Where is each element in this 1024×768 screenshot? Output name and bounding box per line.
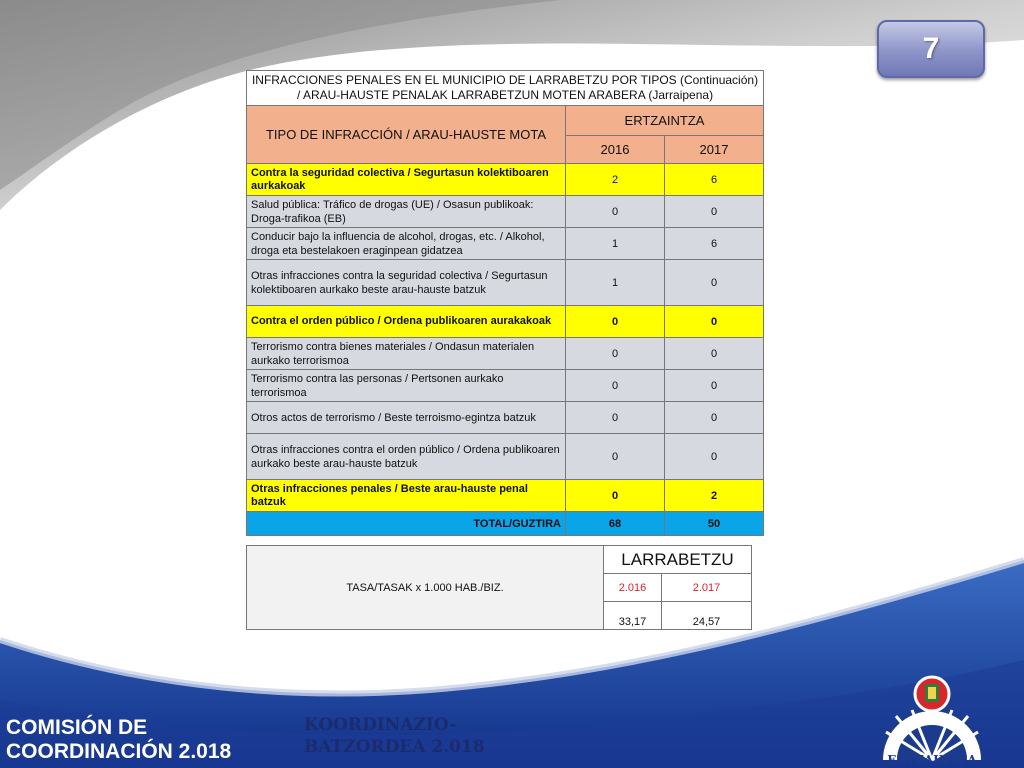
table-row: [247, 196, 764, 228]
row-value-2016: 1: [566, 228, 665, 260]
total-label: TOTAL/GUZTIRA: [247, 512, 566, 536]
row-label: Terrorismo contra las personas / Pertsonen aurkako terrorismoa: [247, 370, 566, 402]
row-label: Otras infracciones contra el orden público / Ordena publikoaren aurkako beste arau-hauste batzuk: [247, 434, 566, 480]
total-value-2017: 50: [665, 512, 764, 536]
table-title: INFRACCIONES PENALES EN EL MUNICIPIO DE LARRABETZU POR TIPOS (Continuación) / ARAU-HAUSTE PENALAK LARRABETZUN MOTEN ARABERA (Jarraipena): [247, 71, 764, 106]
row-value-2017: 0: [665, 434, 764, 480]
logo-text: ERTZAINTZA: [887, 753, 977, 767]
rate-place: LARRABETZU: [604, 546, 752, 574]
footer-basque: [304, 714, 485, 758]
footer-basque-line1: KOORDINAZIO-: [304, 715, 457, 735]
year-2016-header: 2016: [566, 136, 665, 164]
row-label: Conducir bajo la influencia de alcohol, drogas, etc. / Alkohol, droga eta bestelakoen eraginpean gidatzea: [247, 228, 566, 260]
rate-value-2016: 33,17: [604, 602, 662, 630]
row-value-2016: 0: [566, 434, 665, 480]
row-value-2016: 0: [566, 306, 665, 338]
row-label: Contra el orden público / Ordena publikoaren aurakakoak: [247, 306, 566, 338]
row-value-2016: 2: [566, 164, 665, 196]
rate-label: TASA/TASAK x 1.000 HAB./BIZ.: [247, 546, 604, 630]
ertzaintza-header: ERTZAINTZA: [566, 106, 764, 136]
table-row: [247, 260, 764, 306]
row-value-2016: 1: [566, 260, 665, 306]
row-label: Terrorismo contra bienes materiales / Ondasun materialen aurkako terrorismoa: [247, 338, 566, 370]
total-row: [247, 512, 764, 536]
row-value-2017: 0: [665, 370, 764, 402]
row-value-2017: 0: [665, 260, 764, 306]
infractions-table: [246, 70, 764, 536]
row-label: Contra la seguridad colectiva / Segurtasun kolektiboaren aurkakoak: [247, 164, 566, 196]
rate-year-2016: 2.016: [604, 574, 662, 602]
table-row: [247, 306, 764, 338]
row-label: Otras infracciones contra la seguridad colectiva / Segurtasun kolektiboaren aurkako beste arau-hauste batzuk: [247, 260, 566, 306]
page-number-badge: 7: [877, 20, 985, 78]
total-value-2016: 68: [566, 512, 665, 536]
table-row: [247, 338, 764, 370]
row-value-2017: 2: [665, 480, 764, 512]
row-value-2016: 0: [566, 370, 665, 402]
table-row: [247, 480, 764, 512]
rate-value-2017: 24,57: [662, 602, 752, 630]
footer-spanish-line2: COORDINACIÓN 2.018: [6, 740, 232, 763]
row-value-2016: 0: [566, 338, 665, 370]
row-value-2016: 0: [566, 196, 665, 228]
row-label: Otras infracciones penales / Beste arau-hauste penal batzuk: [247, 480, 566, 512]
row-value-2017: 0: [665, 338, 764, 370]
table-row: [247, 164, 764, 196]
table-row: [247, 228, 764, 260]
row-label: Salud pública: Tráfico de drogas (UE) / Osasun publikoak: Droga-trafikoa (EB): [247, 196, 566, 228]
type-header: TIPO DE INFRACCIÓN / ARAU-HAUSTE MOTA: [247, 106, 566, 164]
row-value-2017: 6: [665, 228, 764, 260]
row-value-2017: 6: [665, 164, 764, 196]
footer-spanish: [6, 716, 231, 764]
table-row: [247, 402, 764, 434]
year-2017-header: 2017: [665, 136, 764, 164]
rate-year-2017: 2.017: [662, 574, 752, 602]
footer-basque-line2: BATZORDEA 2.018: [304, 737, 485, 757]
row-value-2016: 0: [566, 402, 665, 434]
row-value-2017: 0: [665, 306, 764, 338]
rate-table: [246, 545, 752, 630]
row-label: Otros actos de terrorismo / Beste terroismo-egintza batzuk: [247, 402, 566, 434]
table-row: [247, 434, 764, 480]
row-value-2017: 0: [665, 402, 764, 434]
ertzaintza-logo-icon: [872, 660, 992, 768]
footer-spanish-line1: COMISIÓN DE: [6, 716, 148, 739]
row-value-2016: 0: [566, 480, 665, 512]
table-row: [247, 370, 764, 402]
row-value-2017: 0: [665, 196, 764, 228]
